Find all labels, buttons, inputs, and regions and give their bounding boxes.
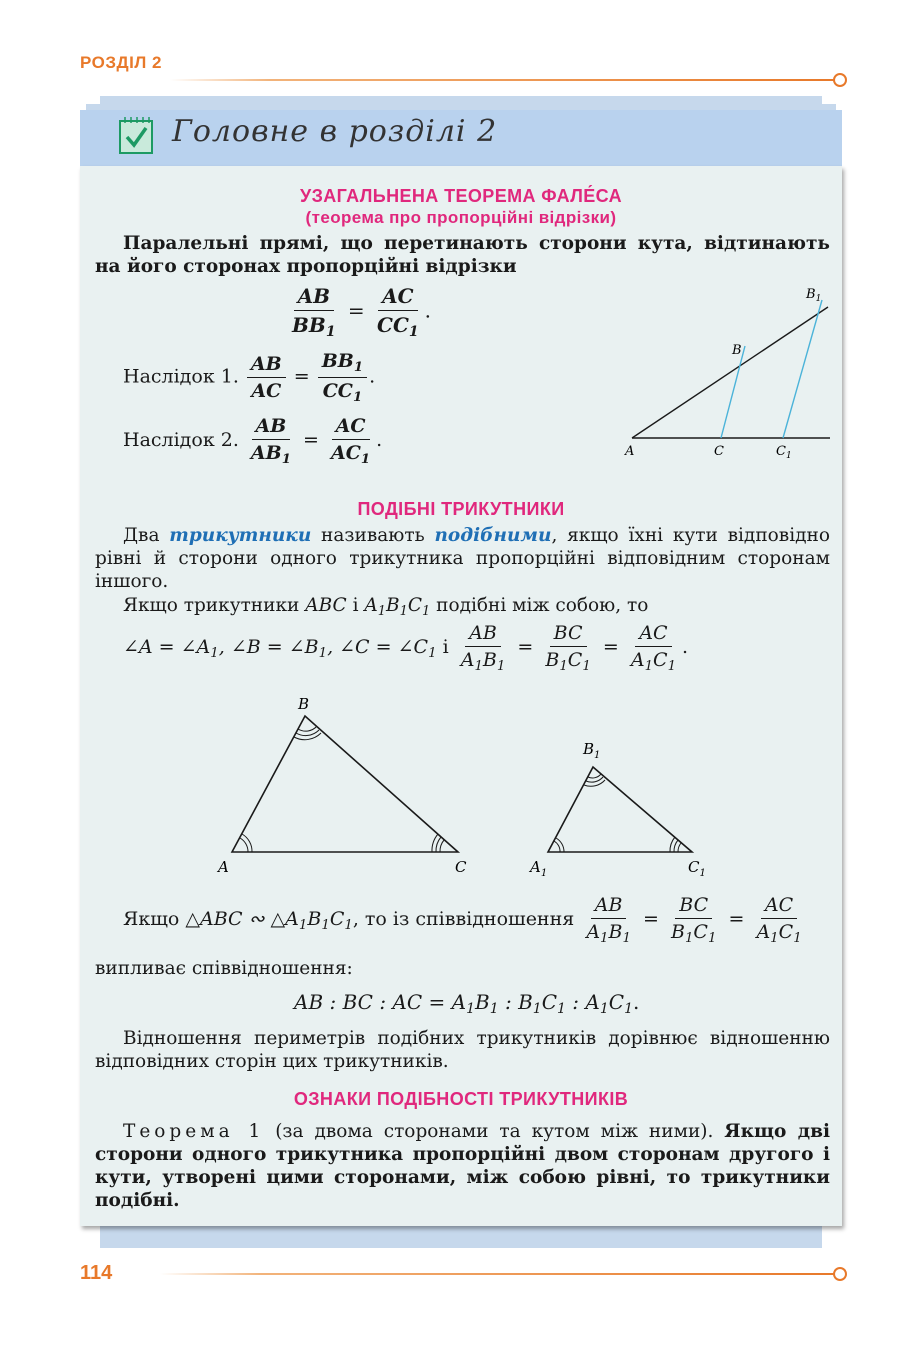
label-b1: $B_1$ [806, 287, 822, 304]
header-title: Головне в розділі 2 [172, 114, 498, 149]
tri1-label-b: B [298, 695, 310, 713]
triangle-a1b1c1 [548, 767, 692, 852]
thales-heading: УЗАГАЛЬНЕНА ТЕОРЕМА ФАЛЕ́СА [299, 186, 623, 206]
thales-formula: $\frac{AB}{BB_1}$ = $\frac{AC}{CC_1}$ . [292, 284, 431, 341]
term-similar: подібними [434, 525, 552, 546]
tri2-label-b1: $B_1$ [583, 740, 601, 761]
label-a: A [625, 444, 635, 459]
proportion-line: AB : BC : AC = $A_1B_1$ : $B_1C_1$ : $A_1C_1$. [294, 990, 640, 1018]
top-rule [170, 79, 834, 81]
corollary-2-label: Наслідок 2. [123, 428, 239, 451]
theorem-1-label: Теорема 1 [123, 1121, 265, 1142]
top-rule-end [833, 73, 847, 87]
angle-c1-mark [678, 843, 681, 852]
similar-definition: Два трикутники називають подібними, якщо їхні кути відповідно рівні й сторони одного трикутника пропорційні відповідним сторонам іншого. [95, 525, 830, 592]
angle-ray-slanted [632, 307, 828, 438]
angle-a-mark [240, 838, 248, 852]
similar-heading: ПОДІБНІ ТРИКУТНИКИ [357, 499, 565, 519]
checklist-icon [118, 115, 154, 155]
triangles-figure [200, 688, 740, 888]
angle-b-mark [298, 726, 317, 731]
thales-figure [600, 280, 840, 465]
label-b: B [732, 343, 742, 358]
bottom-rule [160, 1273, 834, 1275]
parallel-line-bc [721, 346, 745, 438]
theorem-1: Теорема 1 (за двома сторонами та кутом між ними). Якщо дві сторони одного трикутника пропорційні двом сторонам другого і кути, утворені цими сторонами, між собою рівні, то трикутники подібні. [95, 1121, 830, 1211]
label-c: C [714, 444, 724, 459]
angle-b1-mark [588, 774, 601, 778]
tri2-label-a1: $A_1$ [530, 858, 548, 879]
tri1-label-a: A [218, 858, 229, 876]
thales-subheading: (теорема про пропорційні відрізки) [305, 208, 617, 227]
follows-text: випливає співвідношення: [95, 958, 353, 979]
tri1-label-c: C [455, 858, 467, 876]
section-label: РОЗДІЛ 2 [80, 53, 162, 72]
similarity-ratio-line: Якщо △ABC ∾ $\triangle A_1B_1C_1$, то із співвідношення $\frac{AB}{A_1B_1}$ = $\frac{BC}{B_1C_1}$ = $\frac{AC}{A_1C_1}$ [123, 894, 802, 946]
corollary-2: Наслідок 2. $\frac{AB}{AB_1}$ = $\frac{AC}{AC_1}$ . [123, 415, 383, 467]
similar-equalities: ∠A = $\angle A_1$, ∠B = $\angle B_1$, ∠C = $\angle C_1$ і $\frac{AB}{A_1B_1}$ = $\frac{BC}{B_1C_1}$ = $\frac{AC}{A_1C_1}$ . [123, 622, 689, 674]
term-triangles: трикутники [169, 525, 312, 546]
perimeter-text: Відношення периметрів подібних трикутників дорівнює відношенню відповідних сторін цих трикутників. [95, 1028, 830, 1072]
corollary-1-label: Наслідок 1. [123, 365, 239, 388]
angle-a1-mark [554, 841, 560, 852]
page-number: 114 [80, 1262, 113, 1284]
angle-c-mark [440, 840, 444, 852]
thales-statement: Паралельні прямі, що перетинають сторони кута, відтинають на його сторонах пропорційні відрізки [95, 233, 830, 277]
bottom-rule-end [833, 1267, 847, 1281]
parallel-line-b1c1 [783, 300, 822, 438]
similar-condition: Якщо трикутники ABC і $A_1B_1C_1$ подібні між собою, то [123, 595, 649, 619]
triangle-abc [232, 716, 458, 852]
corollary-1: Наслідок 1. $\frac{AB}{AC}$ = $\frac{BB_1}{CC_1}$ . [123, 350, 376, 405]
tri2-label-c1: $C_1$ [688, 858, 706, 879]
criteria-heading: ОЗНАКИ ПОДІБНОСТІ ТРИКУТНИКІВ [293, 1089, 629, 1109]
label-c1: $C_1$ [776, 444, 792, 461]
